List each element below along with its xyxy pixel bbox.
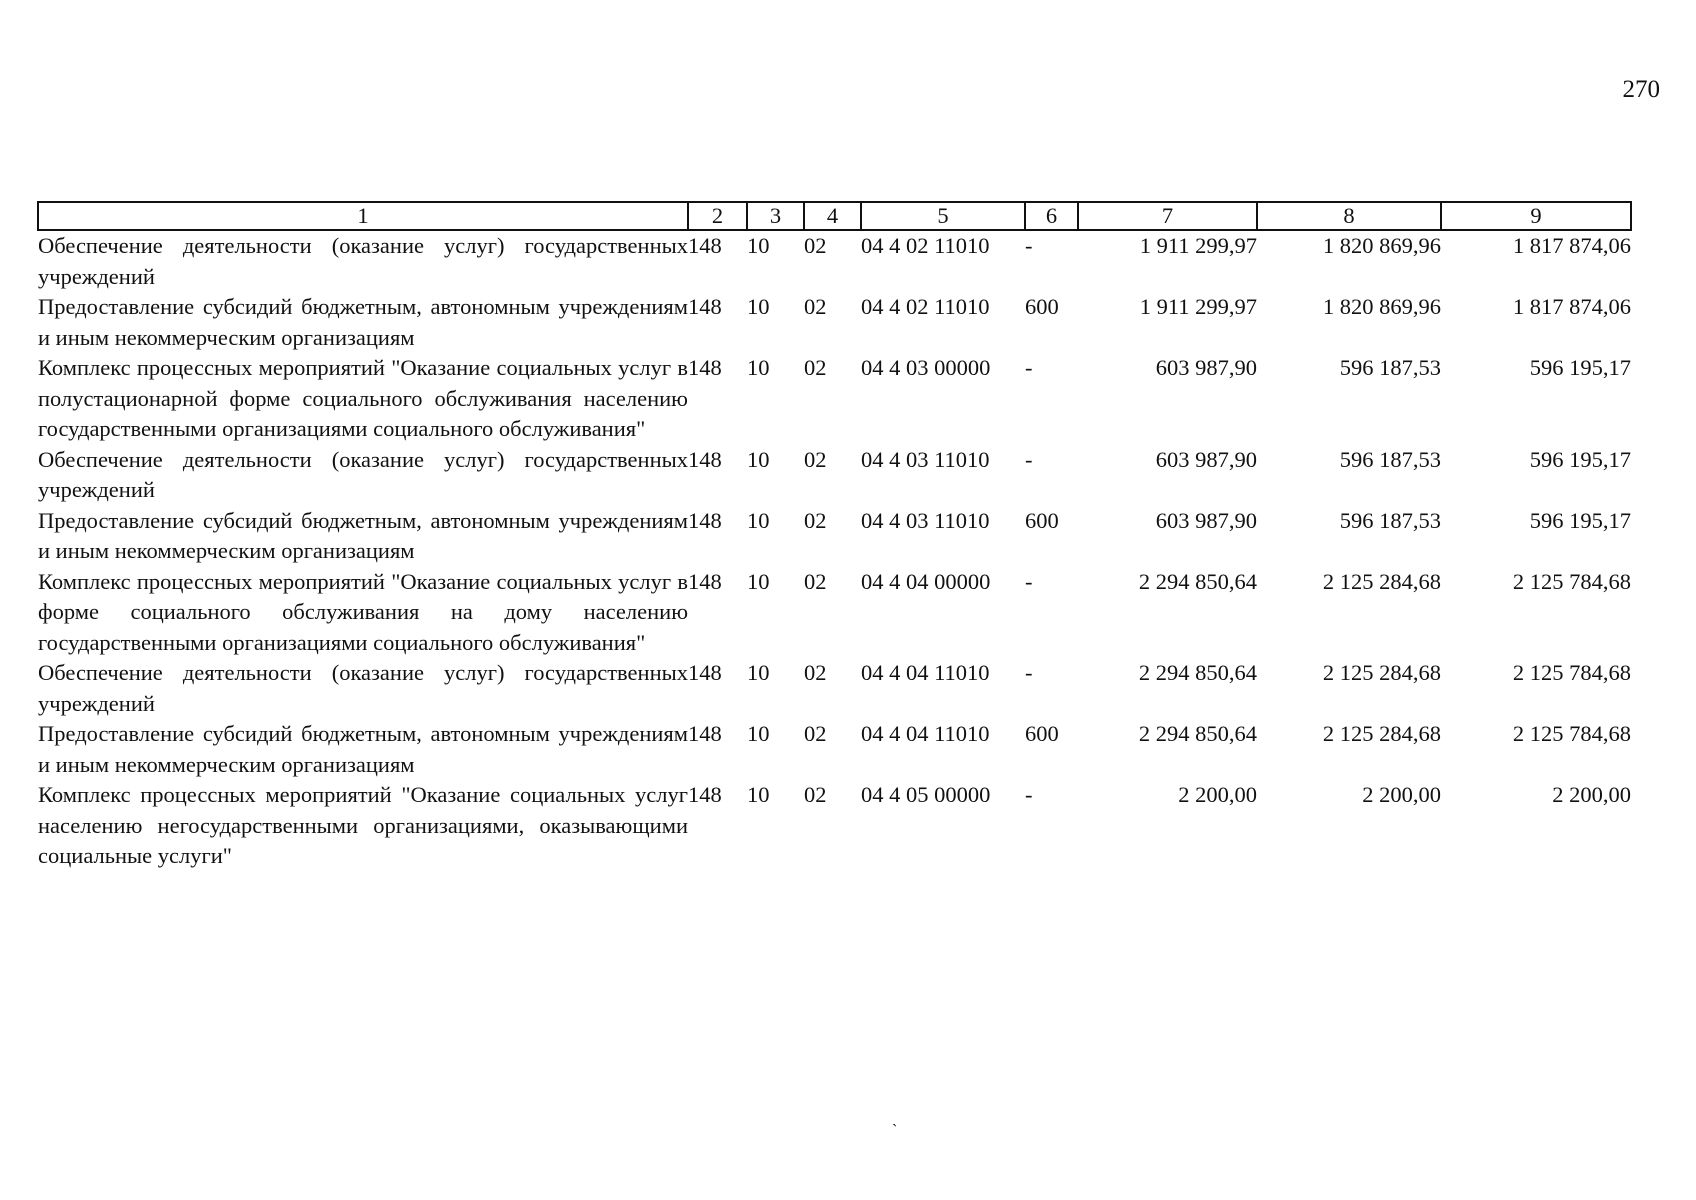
page-number: 270 [1622, 76, 1660, 103]
table-row [38, 506, 1631, 567]
row-subsection: 02 [804, 568, 827, 594]
row-code: 148 [688, 507, 722, 533]
table-body [38, 230, 1631, 872]
row-code: 148 [688, 294, 722, 319]
row-section: 10 [747, 233, 770, 258]
row-subsection: 02 [804, 446, 827, 472]
row-amount-year3: 2 125 784,68 [1512, 721, 1631, 746]
row-subsection: 02 [804, 660, 827, 685]
row-description: Комплекс процессных мероприятий "Оказание социальных услуг в полустационарной форме социального обслуживания населению государственными организациями социального обслуживания" [38, 355, 688, 441]
table-row [38, 780, 1631, 872]
table-row [38, 445, 1631, 506]
row-amount-year2: 2 125 284,68 [1322, 568, 1441, 594]
row-description: Предоставление субсидий бюджетным, автономным учреждениям и иным некоммерческим организациям [38, 721, 688, 777]
row-target-article: 04 4 03 00000 [861, 355, 991, 380]
row-amount-year2: 596 187,53 [1339, 355, 1441, 380]
row-subsection: 02 [804, 233, 827, 258]
row-target-article: 04 4 02 11010 [861, 294, 990, 319]
row-amount-year3: 2 125 784,68 [1512, 568, 1631, 594]
row-target-article: 04 4 04 11010 [861, 721, 990, 746]
row-section: 10 [747, 446, 770, 472]
column-header: 2 [688, 202, 747, 230]
row-section: 10 [747, 721, 770, 746]
row-description: Предоставление субсидий бюджетным, автономным учреждениям и иным некоммерческим организациям [38, 507, 688, 563]
column-header: 3 [747, 202, 804, 230]
row-expense-type: - [1025, 446, 1033, 472]
row-target-article: 04 4 03 11010 [861, 446, 990, 472]
row-section: 10 [747, 660, 770, 685]
column-header: 9 [1441, 202, 1631, 230]
row-amount-year2: 1 820 869,96 [1322, 233, 1441, 258]
row-target-article: 04 4 05 00000 [861, 782, 991, 807]
column-header: 5 [861, 202, 1025, 230]
row-target-article: 04 4 04 11010 [861, 660, 990, 685]
row-expense-type: - [1025, 568, 1033, 594]
row-amount-year2: 2 125 284,68 [1322, 721, 1441, 746]
row-code: 148 [688, 355, 722, 380]
row-amount-year1: 2 294 850,64 [1138, 721, 1257, 746]
row-amount-year2: 596 187,53 [1339, 507, 1441, 533]
table-row [38, 719, 1631, 780]
row-description: Обеспечение деятельности (оказание услуг) государственных учреждений [38, 233, 688, 289]
row-expense-type: 600 [1025, 507, 1059, 533]
row-amount-year1: 2 294 850,64 [1138, 660, 1257, 685]
row-subsection: 02 [804, 721, 827, 746]
row-section: 10 [747, 568, 770, 594]
row-subsection: 02 [804, 355, 827, 380]
row-amount-year3: 596 195,17 [1529, 446, 1631, 472]
row-code: 148 [688, 721, 722, 746]
row-amount-year2: 2 125 284,68 [1322, 660, 1441, 685]
row-amount-year1: 603 987,90 [1155, 507, 1257, 533]
row-amount-year3: 596 195,17 [1529, 355, 1631, 380]
row-expense-type: - [1025, 355, 1033, 380]
table-row [38, 567, 1631, 659]
row-section: 10 [747, 294, 770, 319]
row-description: Обеспечение деятельности (оказание услуг) государственных учреждений [38, 660, 688, 716]
row-code: 148 [688, 233, 722, 258]
row-amount-year1: 1 911 299,97 [1139, 294, 1257, 319]
row-amount-year1: 603 987,90 [1155, 355, 1257, 380]
budget-table [37, 201, 1632, 872]
row-description: Комплекс процессных мероприятий "Оказание социальных услуг в форме социального обслуживания на дому населению государственными организациями социального обслуживания" [38, 568, 688, 655]
row-amount-year2: 596 187,53 [1339, 446, 1441, 472]
row-code: 148 [688, 660, 722, 685]
table-row [38, 658, 1631, 719]
row-amount-year3: 1 817 874,06 [1512, 294, 1631, 319]
row-expense-type: 600 [1025, 721, 1059, 746]
column-header: 7 [1078, 202, 1257, 230]
table-row [38, 230, 1631, 292]
table-row [38, 292, 1631, 353]
row-target-article: 04 4 03 11010 [861, 507, 990, 533]
row-description: Предоставление субсидий бюджетным, автономным учреждениям и иным некоммерческим организациям [38, 294, 688, 350]
column-header: 1 [38, 202, 688, 230]
column-header: 4 [804, 202, 861, 230]
table-row [38, 353, 1631, 445]
row-amount-year1: 1 911 299,97 [1139, 233, 1257, 258]
scan-mark: ` [892, 1122, 898, 1139]
row-amount-year1: 2 200,00 [1178, 782, 1257, 807]
row-amount-year1: 2 294 850,64 [1138, 568, 1257, 594]
row-section: 10 [747, 507, 770, 533]
header-row [38, 202, 1631, 230]
row-code: 148 [688, 782, 722, 807]
row-amount-year3: 2 200,00 [1552, 782, 1631, 807]
row-amount-year1: 603 987,90 [1155, 446, 1257, 472]
row-section: 10 [747, 355, 770, 380]
row-amount-year2: 1 820 869,96 [1322, 294, 1441, 319]
row-amount-year3: 1 817 874,06 [1512, 233, 1631, 258]
row-code: 148 [688, 568, 722, 594]
row-description: Комплекс процессных мероприятий "Оказание социальных услуг населению негосударственными организациями, оказывающими социальные услуги" [38, 782, 688, 868]
row-code: 148 [688, 446, 722, 472]
row-target-article: 04 4 04 00000 [861, 568, 991, 594]
row-amount-year3: 2 125 784,68 [1512, 660, 1631, 685]
row-expense-type: - [1025, 782, 1033, 807]
column-header: 6 [1025, 202, 1078, 230]
row-description: Обеспечение деятельности (оказание услуг) государственных учреждений [38, 446, 688, 502]
row-amount-year3: 596 195,17 [1529, 507, 1631, 533]
row-subsection: 02 [804, 782, 827, 807]
row-expense-type: - [1025, 660, 1033, 685]
row-subsection: 02 [804, 294, 827, 319]
row-section: 10 [747, 782, 770, 807]
column-header: 8 [1257, 202, 1441, 230]
row-amount-year2: 2 200,00 [1362, 782, 1441, 807]
row-subsection: 02 [804, 507, 827, 533]
row-expense-type: - [1025, 233, 1033, 258]
row-target-article: 04 4 02 11010 [861, 233, 990, 258]
row-expense-type: 600 [1025, 294, 1059, 319]
